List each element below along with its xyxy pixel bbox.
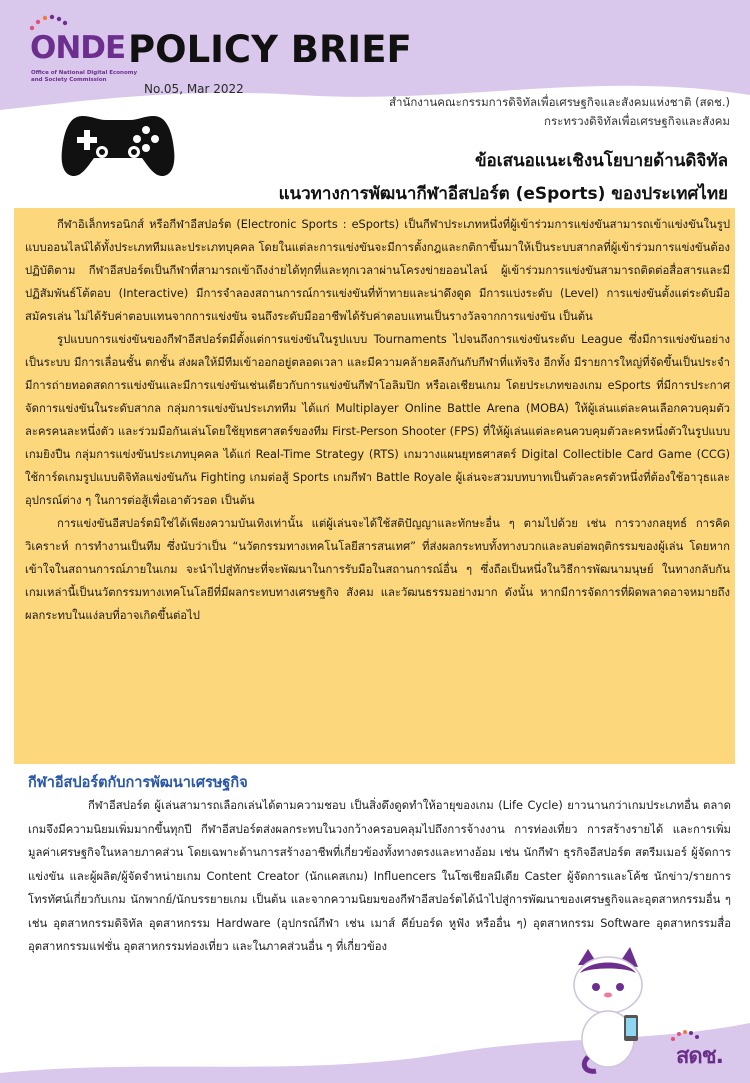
heading-line-1: ข้อเสนอแนะเชิงนโยบายด้านดิจิทัล (474, 151, 728, 171)
gamepad-icon (60, 110, 176, 180)
agency-logo-text: สดช. (676, 1044, 724, 1069)
intro-paragraph: การแข่งขันอีสปอร์ตมิใช่ได้เพียงความบันเทิงเท่านั้น แต่ผู้เล่นจะได้ใช้สติปัญญาและทักษะอื่น ๆ ตามไปด้วย เช่น การวางกลยุทธ์ การคิดวิเคราะห์ การทำงานเป็นทีม ซึ่งนับว่าเป็น “นวัตกรรมทางเทคโนโลยีสารสนเทศ” ที่ส่งผลกระทบทั้งทางบวกและลบต่อพฤติกรรมของผู้เล่น โดยหากเข้าใจในสถานการณ์ภายในเกม จะนำไปสู่ทักษะที่จะพัฒนาในการรับมือในสถานการณ์อื่น ๆ ซึ่งถือเป็นหนึ่งในวิธีการพัฒนามนุษย์ ในทางกลับกัน เกมเหล่านี้เป็นนวัตกรรมทางเทคโนโลยีที่มีผลกระทบทางเศรษฐกิจ สังคม และวัฒนธรรมอย่างมาก ดังนั้น หากมีการจัดการที่ผิดพลาดอาจหมายถึงผลกระทบในแง่ลบที่อาจเกิดขึ้นต่อไป (25, 517, 730, 622)
section-title: กีฬาอีสปอร์ตกับการพัฒนาเศรษฐกิจ (28, 775, 248, 791)
mascot-cat-icon (560, 945, 660, 1075)
intro-paragraph: กีฬาอิเล็กทรอนิกส์ หรือกีฬาอีสปอร์ต (Electronic Sports : eSports) เป็นกีฬาประเภทหนึ่งที่ผู้เข้าร่วมการแข่งขันสามารถเข้าแข่งขันในรูปแบบออนไลน์ได้ทั้งประเภททีมและประเภทบุคคล โดยในแต่ละการแข่งขันจะมีการตั้งกฎและกติกาขึ้นมาให้เป็นระบบสากลที่ผู้เข้าร่วมการแข่งขันต้องปฏิบัติตาม กีฬาอีสปอร์ตเป็นกีฬาที่สามารถเข้าถึงง่ายได้ทุกที่และทุกเวลาผ่านโครงข่ายออนไลน์ ผู้เข้าร่วมการแข่งขันสามารถติดต่อสื่อสารและมีปฏิสัมพันธ์โต้ตอบ (Interactive) มีการจำลองสถานการณ์การแข่งขันที่ท้าทายและน่าดึงดูด มีการแบ่งระดับ (Level) การแข่งขันตั้งแต่ระดับมือสมัครเล่น ไม่ได้รับค่าตอบแทนจากการแข่งขัน จนถึงระดับมืออาชีพได้รับค่าตอบแทนเป็นรางวัลจากการแข่งขัน เป็นต้น (25, 218, 730, 323)
ministry-name: กระทรวงดิจิทัลเพื่อเศรษฐกิจและสังคม (544, 114, 730, 128)
intro-paragraph: รูปแบบการแข่งขันของกีฬาอีสปอร์ตมีตั้งแต่การแข่งขันในรูปแบบ Tournaments ไปจนถึงการแข่งขันระดับ League ซึ่งมีการแข่งขันอย่างเป็นระบบ มีการเลื่อนชั้น ตกชั้น ส่งผลให้มีทีมเข้าออกอยู่ตลอดเวลา และมีความคล้ายคลึงกันกับกีฬาที่แท้จริง อีกทั้ง มีรายการใหญ่ที่จัดขึ้นเป็นประจำ มีการถ่ายทอดสดการแข่งขันและมีการแข่งขันเช่นเดียวกับการแข่งขันกีฬาโอลิมปิก หรือเอเชียนเกม โดยประเภทของเกม eSports ที่มีการประกาศจัดการแข่งขันในระดับสากล กลุ่มการแข่งขันประเภททีม ได้แก่ Multiplayer Online Battle Arena (MOBA) ให้ผู้เล่นแต่ละคนเลือกควบคุมตัวละครคนละหนึ่งตัว และร่วมมือกันเล่นโดยใช้ยุทธศาสตร์ของทีม First-Person Shooter (FPS) ที่ให้ผู้เล่นแต่ละคนควบคุมตัวละครหนึ่งตัวในรูปแบบเกมยิงปืน กลุ่มการแข่งขันประเภทบุคคล ได้แก่ Real-Time Strategy (RTS) เกมวางแผนยุทธศาสตร์ Digital Collectible Card Game (CCG) ใช้การ์ดเกมรูปแบบดิจิทัลแข่งขันกัน Fighting เกมต่อสู้ Sports เกมกีฬา Battle Royale ผู้เล่นจะสวมบทบาทเป็นตัวละครตัวหนึ่งที่ต้องใช้อาวุธและอุปกรณ์ต่าง ๆ ในการต่อสู้เพื่อเอาตัวรอด เป็นต้น (25, 333, 731, 507)
section-paragraph: กีฬาอีสปอร์ต ผู้เล่นสามารถเลือกเล่นได้ตามความชอบ เป็นสิ่งดึงดูดทำให้อายุของเกม (Life Cycle) ยาวนานกว่าเกมประเภทอื่น ตลาดเกมจึงมีความนิยมเพิ่มมากขึ้นทุกปี กีฬาอีสปอร์ตส่งผลกระทบในวงกว้างครอบคลุมไปถึงการจ้างงาน การท่องเที่ยว การสร้างรายได้ และการเพิ่มมูลค่าเศรษฐกิจในหลายภาคส่วน โดยเฉพาะด้านการสร้างอาชีพที่เกี่ยวข้องทั้งทางตรงและทางอ้อม เช่น นักกีฬา ธุรกิจอีสปอร์ต สตรีมเมอร์ ผู้จัดการแข่งขัน และผู้ผลิต/ผู้จัดจำหน่ายเกม Content Creator (นักแคสเกม) Influencers ในโซเชียลมีเดีย Caster ผู้จัดการและโค้ช นักข่าว/รายการโทรทัศน์เกี่ยวกับเกม นักพากย์/นักบรรยายเกม เป็นต้น และจากความนิยมของกีฬาอีสปอร์ตได้นำไปสู่การพัฒนาของเศรษฐกิจและอุตสาหกรรมอื่น ๆ เช่น อุตสาหกรรมดิจิทัล อุตสาหกรรม Hardware (อุปกรณ์กีฬา เช่น เมาส์ คีย์บอร์ด หูฟัง หรืออื่น ๆ) อุตสาหกรรม Software อุตสาหกรรมสื่อ อุตสาหกรรมแฟชั่น อุตสาหกรรมท่องเที่ยว และในภาคส่วนอื่น ๆ ที่เกี่ยวข้อง (28, 799, 731, 953)
policy-brief-title: POLICY BRIEF (128, 28, 412, 71)
logo-wordmark: ONDE (30, 30, 126, 66)
logo-subtitle: Office of National Digital Economy and Society Commission (31, 70, 138, 83)
intro-text (25, 213, 730, 627)
issue-number: No.05, Mar 2022 (144, 82, 244, 96)
org-name: สำนักงานคณะกรรมการดิจิทัลเพื่อเศรษฐกิจและสังคมแห่งชาติ (สดช.) (388, 95, 730, 109)
section-body (28, 794, 731, 959)
heading-line-2: แนวทางการพัฒนากีฬาอีสปอร์ต (eSports) ของประเทศไทย (278, 184, 728, 204)
